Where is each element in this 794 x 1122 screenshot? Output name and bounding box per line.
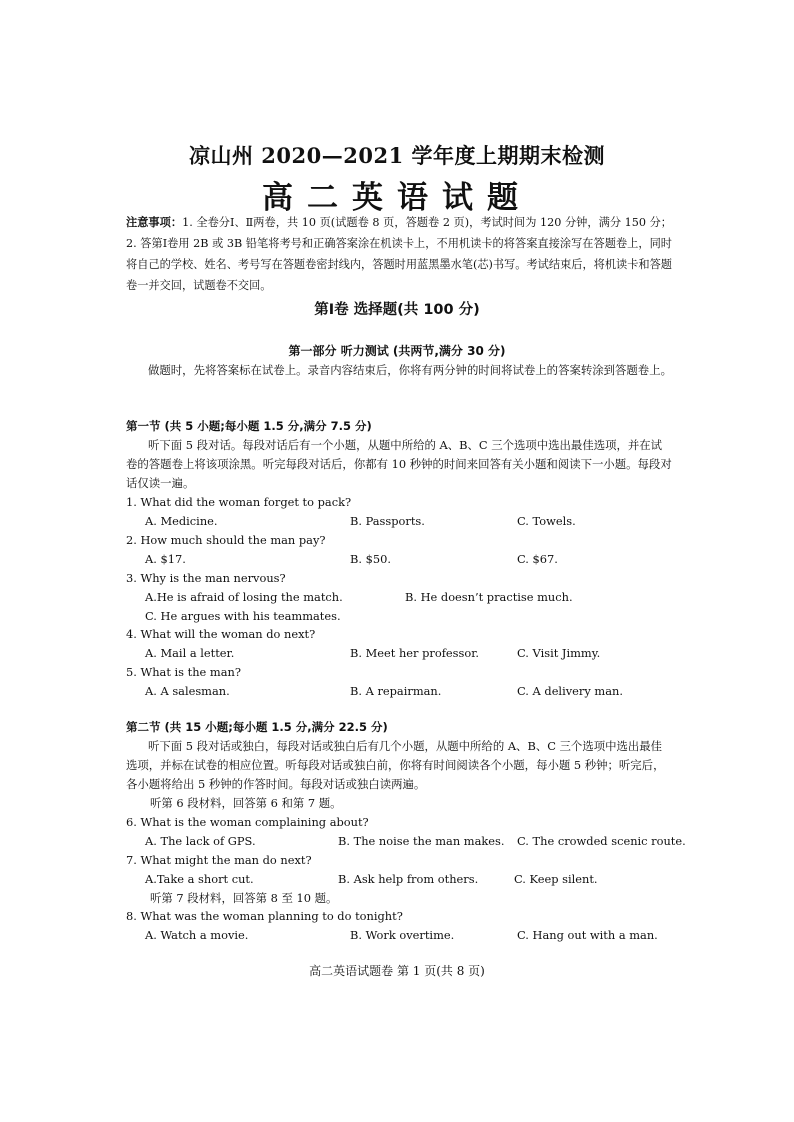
- question-6: 6. What is the woman complaining about?: [126, 815, 369, 829]
- section1-instruction: 听下面 5 段对话。每段对话后有一个小题，从题中所给的 A、B、C 三个选项中选出最佳选项，并在试卷的答题卷上将该项涂黑。听完每段对话后，你都有 10 秒钟的时间来回答有关小题和阅读下一小题。每段对话仅读一遍。: [126, 438, 672, 490]
- question-2: 2. How much should the man pay?: [126, 533, 326, 547]
- notice-text: 1. 全卷分Ⅰ、Ⅱ两卷，共 10 页(试题卷 8 页，答题卷 2 页)，考试时间为 120 分钟，满分 150 分；2. 答第Ⅰ卷用 2B 或 3B 铅笔将考号和正确答案涂在机读卡上，不用机读卡的将答案直接涂写在答题卷上，同时将自己的学校、姓名、考号写在答题卷密封线内，答题时用蓝黑墨水笔(芯)书写。考试结束后，将机读卡和答题卷一并交回，试题卷不交回。: [126, 216, 672, 292]
- question-3: 3. Why is the man nervous?: [126, 571, 286, 585]
- q4-option-c: C. Visit Jimmy.: [517, 646, 601, 660]
- question-4: 4. What will the woman do next?: [126, 627, 316, 641]
- question-8: 8. What was the woman planning to do tonight?: [126, 909, 403, 923]
- q4-option-b: B. Meet her professor.: [350, 646, 480, 660]
- notice-block: [126, 212, 672, 296]
- page-footer: 高二英语试题卷 第 1 页(共 8 页): [309, 964, 485, 978]
- volume-heading: 第Ⅰ卷 选择题(共 100 分): [314, 302, 480, 318]
- part-instruction: 做题时，先将答案标在试卷上。录音内容结束后，你将有两分钟的时间将试卷上的答案转涂到答题卷上。: [148, 363, 672, 377]
- section2-heading: 第二节 (共 15 小题;每小题 1.5 分,满分 22.5 分): [126, 720, 388, 734]
- q2-option-c: C. $67.: [517, 552, 558, 566]
- q6-option-b: B. The noise the man makes.: [338, 834, 505, 848]
- q8-option-b: B. Work overtime.: [350, 928, 455, 942]
- exam-subject-title: 高二英语试题: [262, 180, 532, 216]
- q2-option-b: B. $50.: [350, 552, 391, 566]
- q1-option-a: A. Medicine.: [145, 514, 218, 528]
- section2-instruction: 听下面 5 段对话或独白，每段对话或独白后有几个小题，从题中所给的 A、B、C 三个选项中选出最佳选项，并标在试卷的相应位置。听每段对话或独白前，你将有时间阅读各个小题，每小题 5 秒钟；听完后，各小题将给出 5 秒钟的作答时间。每段对话或独白读两遍。: [126, 739, 665, 791]
- question-1: 1. What did the woman forget to pack?: [126, 495, 352, 509]
- material-7-note: 听第 7 段材料，回答第 8 至 10 题。: [150, 891, 338, 905]
- q5-option-c: C. A delivery man.: [517, 684, 623, 698]
- q6-option-c: C. The crowded scenic route.: [517, 834, 686, 848]
- q2-option-a: A. $17.: [145, 552, 186, 566]
- exam-title: 凉山州 2020—2021 学年度上期期末检测: [188, 143, 605, 168]
- q7-option-b: B. Ask help from others.: [338, 872, 479, 886]
- q4-option-a: A. Mail a letter.: [145, 646, 235, 660]
- q5-option-b: B. A repairman.: [350, 684, 442, 698]
- q8-option-c: C. Hang out with a man.: [517, 928, 658, 942]
- q7-option-a: A.Take a short cut.: [145, 872, 254, 886]
- q1-option-c: C. Towels.: [517, 514, 576, 528]
- notice-label: 注意事项：: [126, 216, 183, 229]
- material-6-note: 听第 6 段材料，回答第 6 和第 7 题。: [150, 796, 342, 810]
- q3-option-b: B. He doesn’t practise much.: [405, 590, 573, 604]
- q5-option-a: A. A salesman.: [145, 684, 230, 698]
- q3-option-a: A.He is afraid of losing the match.: [145, 590, 343, 604]
- q3-option-c: C. He argues with his teammates.: [145, 609, 341, 623]
- section1-heading: 第一节 (共 5 小题;每小题 1.5 分,满分 7.5 分): [126, 419, 372, 433]
- q7-option-c: C. Keep silent.: [514, 872, 598, 886]
- q6-option-a: A. The lack of GPS.: [145, 834, 256, 848]
- part-heading: 第一部分 听力测试 (共两节,满分 30 分): [288, 344, 506, 358]
- q1-option-b: B. Passports.: [350, 514, 425, 528]
- question-5: 5. What is the man?: [126, 665, 241, 679]
- question-7: 7. What might the man do next?: [126, 853, 312, 867]
- q8-option-a: A. Watch a movie.: [145, 928, 249, 942]
